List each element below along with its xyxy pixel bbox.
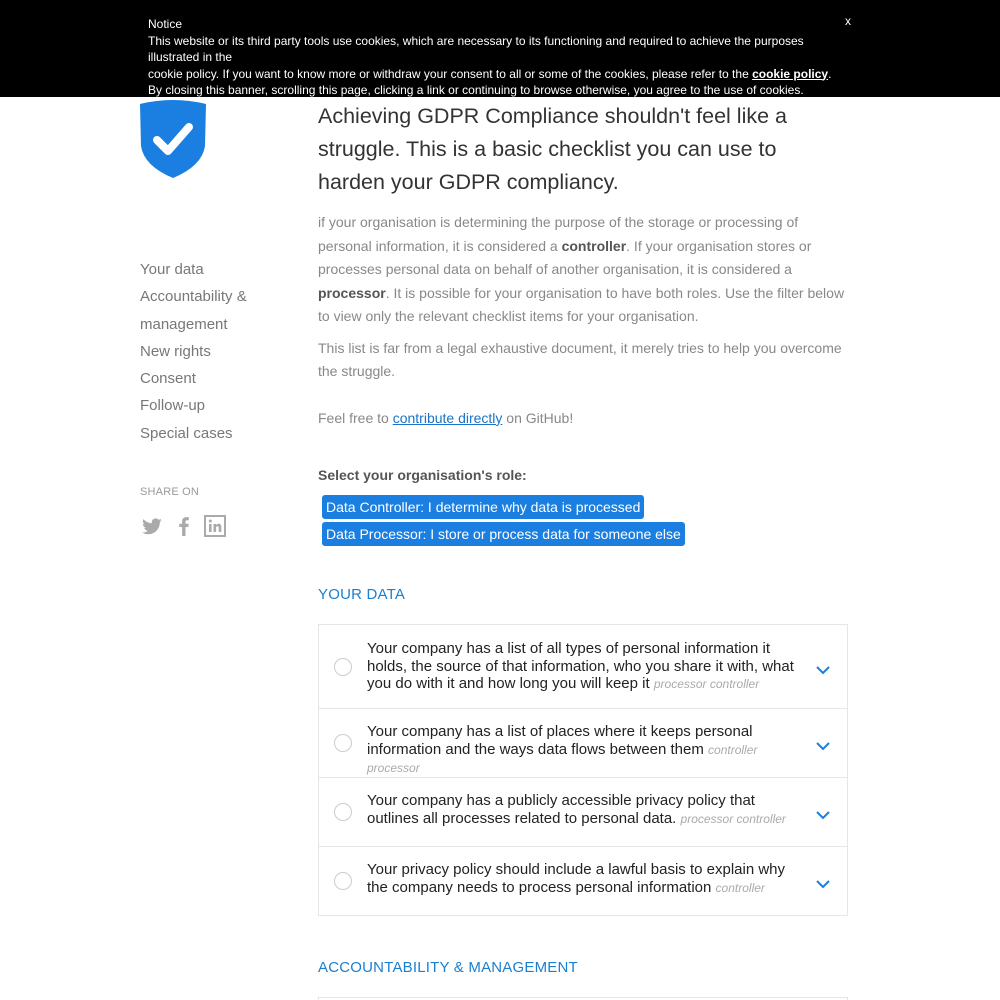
section-title-accountability: ACCOUNTABILITY & MANAGEMENT bbox=[318, 959, 578, 976]
checklist-item-label: Your company has a list of places where it keeps personal information and the ways data flows between them bbox=[367, 723, 753, 758]
linkedin-icon[interactable] bbox=[203, 514, 227, 538]
checklist-item-label: Your company has a publicly accessible privacy policy that outlines all processes related to personal data. bbox=[367, 792, 755, 827]
nav-item-accountability-cont[interactable]: management bbox=[140, 315, 228, 333]
checklist-item-tags: processor controller bbox=[653, 677, 760, 691]
cookie-banner bbox=[0, 0, 1000, 97]
contribute-text-end: on GitHub! bbox=[502, 409, 574, 426]
checklist-item[interactable] bbox=[319, 847, 847, 915]
main-content bbox=[318, 100, 848, 430]
checklist-item[interactable] bbox=[319, 709, 847, 778]
page-headline: Achieving GDPR Compliance shouldn't feel like a struggle. This is a basic checklist you can use to harden your GDPR compliancy. bbox=[318, 104, 787, 194]
checkbox-circle-icon[interactable] bbox=[334, 803, 352, 821]
checklist-item-label: Your privacy policy should include a lawful basis to explain why the company needs to process personal information bbox=[367, 861, 786, 896]
contribute-text: Feel free to bbox=[318, 409, 393, 426]
intro-controller-term: controller bbox=[561, 237, 627, 254]
checklist-item[interactable] bbox=[319, 778, 847, 847]
data-controller-button[interactable]: Data Controller: I determine why data is processed bbox=[322, 495, 644, 519]
checklist-item-label: Your company has a list of all types of personal information it holds, the source of that information, who you share it with, what you do with it and how long you will keep it bbox=[367, 640, 794, 692]
nav-item-special-cases[interactable]: Special cases bbox=[140, 424, 233, 442]
nav-item-follow-up[interactable]: Follow-up bbox=[140, 397, 206, 415]
shield-check-logo-icon bbox=[140, 100, 206, 180]
cookie-notice-line-1: This website or its third party tools use cookies, which are necessary to its functioning and required to achieve the purposes illustrated in the bbox=[148, 33, 804, 64]
data-processor-button[interactable]: Data Processor: I store or process data for someone else bbox=[322, 522, 685, 546]
checkbox-circle-icon[interactable] bbox=[334, 734, 352, 752]
nav-item-your-data[interactable]: Your data bbox=[140, 261, 204, 278]
intro-paragraph bbox=[318, 211, 848, 329]
chevron-down-icon[interactable] bbox=[815, 807, 831, 817]
sidebar-nav bbox=[140, 256, 280, 447]
cookie-notice-line-3: By closing this banner, scrolling this page, clicking a link or continuing to browse otherwise, you agree to the use of cookies. bbox=[148, 83, 804, 97]
cookie-notice-text bbox=[148, 16, 848, 99]
intro-text-2: . If your organisation stores or processes personal data on behalf of another organisation, it is considered a bbox=[318, 237, 812, 277]
nav-item-accountability[interactable]: Accountability & bbox=[140, 288, 247, 306]
facebook-icon[interactable] bbox=[172, 514, 196, 538]
section-title-your-data: YOUR DATA bbox=[318, 586, 406, 603]
contribute-paragraph bbox=[318, 407, 848, 431]
intro-processor-term: processor bbox=[318, 284, 386, 301]
cookie-line-2-end: . bbox=[828, 66, 832, 81]
share-label: SHARE ON bbox=[140, 486, 200, 498]
checklist-item-text bbox=[367, 640, 807, 694]
twitter-icon[interactable] bbox=[140, 514, 164, 538]
role-select-label: Select your organisation's role: bbox=[318, 467, 527, 483]
chevron-down-icon[interactable] bbox=[815, 876, 831, 886]
checklist-item-text bbox=[367, 861, 807, 897]
checklist-your-data bbox=[318, 624, 848, 916]
chevron-down-icon[interactable] bbox=[815, 738, 831, 748]
checklist-item-text bbox=[367, 723, 807, 778]
checkbox-circle-icon[interactable] bbox=[334, 872, 352, 890]
cookie-close-button[interactable]: x bbox=[845, 14, 851, 28]
chevron-down-icon[interactable] bbox=[815, 662, 831, 672]
cookie-notice-title: Notice bbox=[148, 17, 183, 31]
cookie-notice-line-2 bbox=[148, 66, 848, 83]
checklist-item-tags: controller bbox=[715, 880, 765, 895]
nav-item-new-rights[interactable]: New rights bbox=[140, 342, 211, 360]
cookie-policy-link[interactable]: cookie policy bbox=[752, 66, 829, 81]
cookie-line-2-text: cookie policy. If you want to know more or withdraw your consent to all or some of the cookies, please refer to the bbox=[148, 66, 753, 81]
intro-text-1: if your organisation is determining the purpose of the storage or processing of personal information, it is considered a bbox=[318, 214, 799, 254]
contribute-link[interactable]: contribute directly bbox=[392, 409, 503, 426]
checklist-item-text bbox=[367, 792, 807, 828]
checklist-item-tags: controller processor bbox=[367, 742, 758, 775]
checklist-item-tags: processor controller bbox=[680, 811, 786, 826]
disclaimer-paragraph: This list is far from a legal exhaustive document, it merely tries to help you overcome the struggle. bbox=[318, 339, 842, 379]
intro-text-3: . It is possible for your organisation to have both roles. Use the filter below to view only the relevant checklist items for your organisation. bbox=[318, 284, 845, 324]
checklist-item[interactable] bbox=[319, 625, 847, 709]
checkbox-circle-icon[interactable] bbox=[334, 658, 352, 676]
nav-item-consent[interactable]: Consent bbox=[140, 370, 196, 388]
